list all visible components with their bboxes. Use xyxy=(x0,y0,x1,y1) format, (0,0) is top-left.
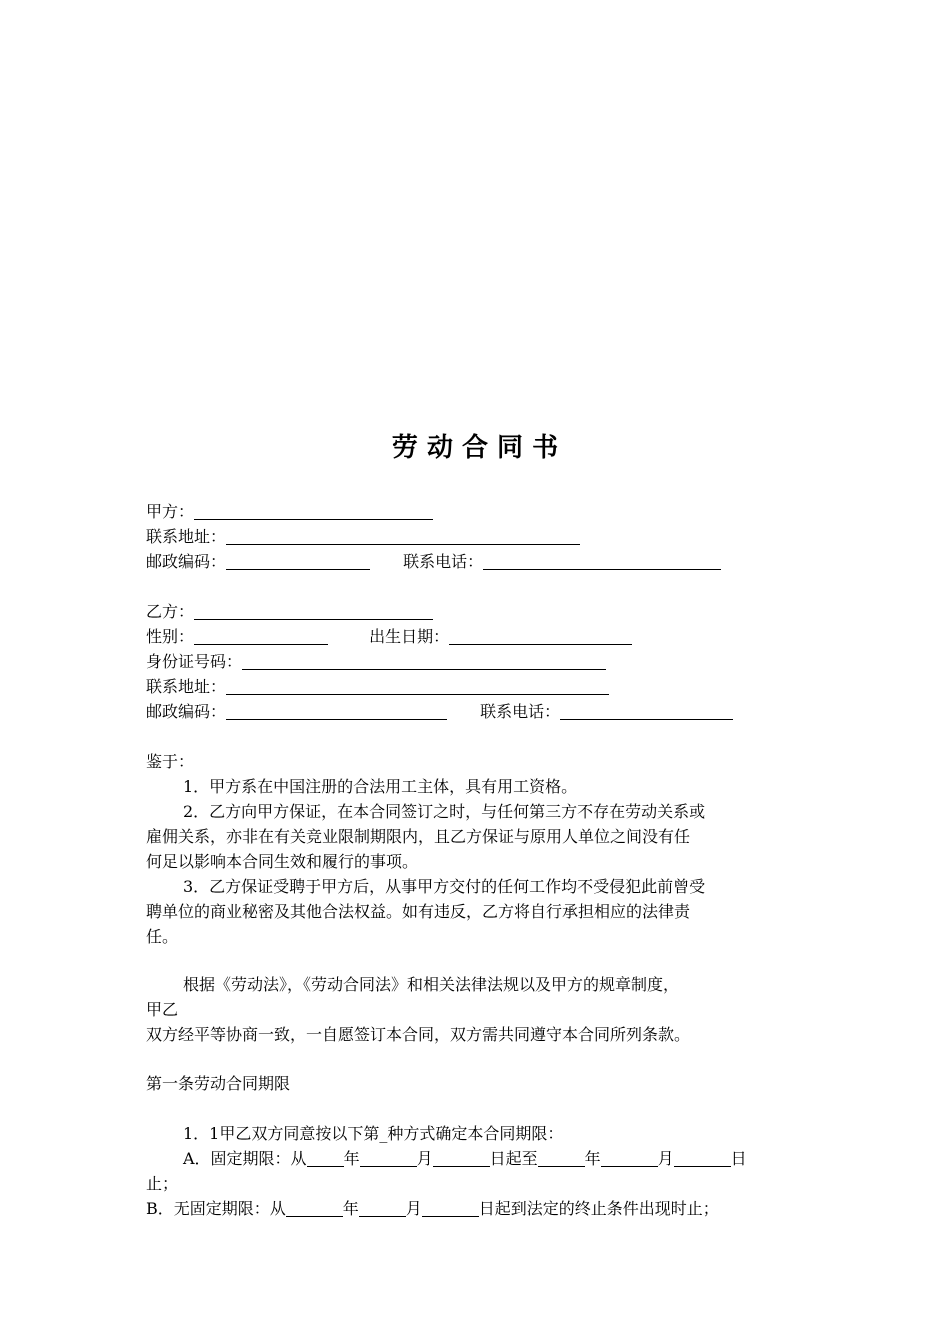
whereas-item-3-line-1: 3．乙方保证受聘于甲方后，从事甲方交付的任何工作均不受侵犯此前曾受 xyxy=(183,877,706,896)
party-b-address-field[interactable] xyxy=(226,676,609,695)
option-a-start-day-field[interactable] xyxy=(433,1148,490,1167)
party-b-gender-field[interactable] xyxy=(194,626,328,645)
party-b-address-row xyxy=(146,675,609,699)
basis-line-3: 双方经平等协商一致，一自愿签订本合同，双方需共同遵守本合同所列条款。 xyxy=(146,1025,691,1044)
party-b-address-label: 联系地址： xyxy=(146,677,227,696)
party-a-postcode-field[interactable] xyxy=(226,551,370,570)
party-b-id-field[interactable] xyxy=(242,651,606,670)
party-b-postcode-field[interactable] xyxy=(226,701,447,720)
option-a-start-year-field[interactable] xyxy=(307,1148,344,1167)
option-b-day-field[interactable] xyxy=(422,1198,479,1217)
day-from-label: 日起至 xyxy=(489,1149,538,1168)
basis-line-2: 甲乙 xyxy=(146,1000,179,1019)
party-a-name-row xyxy=(146,500,433,524)
party-b-birth-field[interactable] xyxy=(449,626,632,645)
option-a-start-month-field[interactable] xyxy=(360,1148,417,1167)
party-a-address-field[interactable] xyxy=(226,526,580,545)
party-b-phone-field[interactable] xyxy=(560,701,733,720)
year-label: 年 xyxy=(584,1149,601,1168)
whereas-heading: 鉴于： xyxy=(146,752,195,771)
month-label: 月 xyxy=(405,1199,422,1218)
party-b-name-row xyxy=(146,600,433,624)
party-b-name-label: 乙方： xyxy=(146,602,195,621)
option-b-month-field[interactable] xyxy=(359,1198,406,1217)
day-label: 日 xyxy=(730,1149,747,1168)
option-a-end-month-field[interactable] xyxy=(601,1148,658,1167)
option-a-row xyxy=(183,1147,747,1171)
whereas-item-2-line-1: 2．乙方向甲方保证，在本合同签订之时，与任何第三方不存在劳动关系或 xyxy=(183,802,706,821)
option-b-prefix: B．无固定期限：从 xyxy=(146,1199,286,1218)
party-b-postcode-label: 邮政编码： xyxy=(146,702,227,721)
whereas-item-3-line-3: 任。 xyxy=(146,927,179,946)
article-1-clause: 1．1甲乙双方同意按以下第_种方式确定本合同期限： xyxy=(183,1124,564,1143)
year-label: 年 xyxy=(343,1149,360,1168)
option-b-year-field[interactable] xyxy=(286,1198,343,1217)
option-a-end-year-field[interactable] xyxy=(538,1148,585,1167)
whereas-item-3-line-2: 聘单位的商业秘密及其他合法权益。如有违反，乙方将自行承担相应的法律责 xyxy=(146,902,691,921)
party-a-postcode-label: 邮政编码： xyxy=(146,552,227,571)
month-label: 月 xyxy=(657,1149,674,1168)
party-a-address-row xyxy=(146,525,580,549)
article-1-heading: 第一条劳动合同期限 xyxy=(146,1074,291,1093)
party-a-phone-label: 联系电话： xyxy=(403,552,484,571)
year-label: 年 xyxy=(342,1199,359,1218)
party-a-contact-row xyxy=(146,550,721,574)
party-b-id-label: 身份证号码： xyxy=(146,652,243,671)
month-label: 月 xyxy=(416,1149,433,1168)
party-b-gender-label: 性别： xyxy=(146,627,195,646)
party-a-name-label: 甲方： xyxy=(146,502,195,521)
party-b-name-field[interactable] xyxy=(194,601,433,620)
party-b-contact-row xyxy=(146,700,733,724)
option-a-end-day-field[interactable] xyxy=(674,1148,731,1167)
page-title: 劳 动 合 同 书 xyxy=(391,433,559,463)
party-b-birth-label: 出生日期： xyxy=(369,627,450,646)
party-b-gender-row xyxy=(146,625,632,649)
basis-line-1: 根据《劳动法》，《劳动合同法》和相关法律法规以及甲方的规章制度， xyxy=(183,975,680,994)
whereas-item-2-line-2: 雇佣关系，亦非在有关竞业限制期限内，且乙方保证与原用人单位之间没有任 xyxy=(146,827,691,846)
whereas-item-2-line-3: 何足以影响本合同生效和履行的事项。 xyxy=(146,852,419,871)
whereas-item-1: 1．甲方系在中国注册的合法用工主体，具有用工资格。 xyxy=(183,777,578,796)
party-b-phone-label: 联系电话： xyxy=(480,702,561,721)
option-b-suffix: 日起到法定的终止条件出现时止； xyxy=(478,1199,719,1218)
party-a-address-label: 联系地址： xyxy=(146,527,227,546)
party-b-id-row xyxy=(146,650,606,674)
party-a-name-field[interactable] xyxy=(194,501,433,520)
option-a-stop: 止； xyxy=(146,1174,179,1193)
party-a-phone-field[interactable] xyxy=(483,551,721,570)
option-a-prefix: A．固定期限：从 xyxy=(183,1149,307,1168)
option-b-row xyxy=(146,1197,719,1221)
